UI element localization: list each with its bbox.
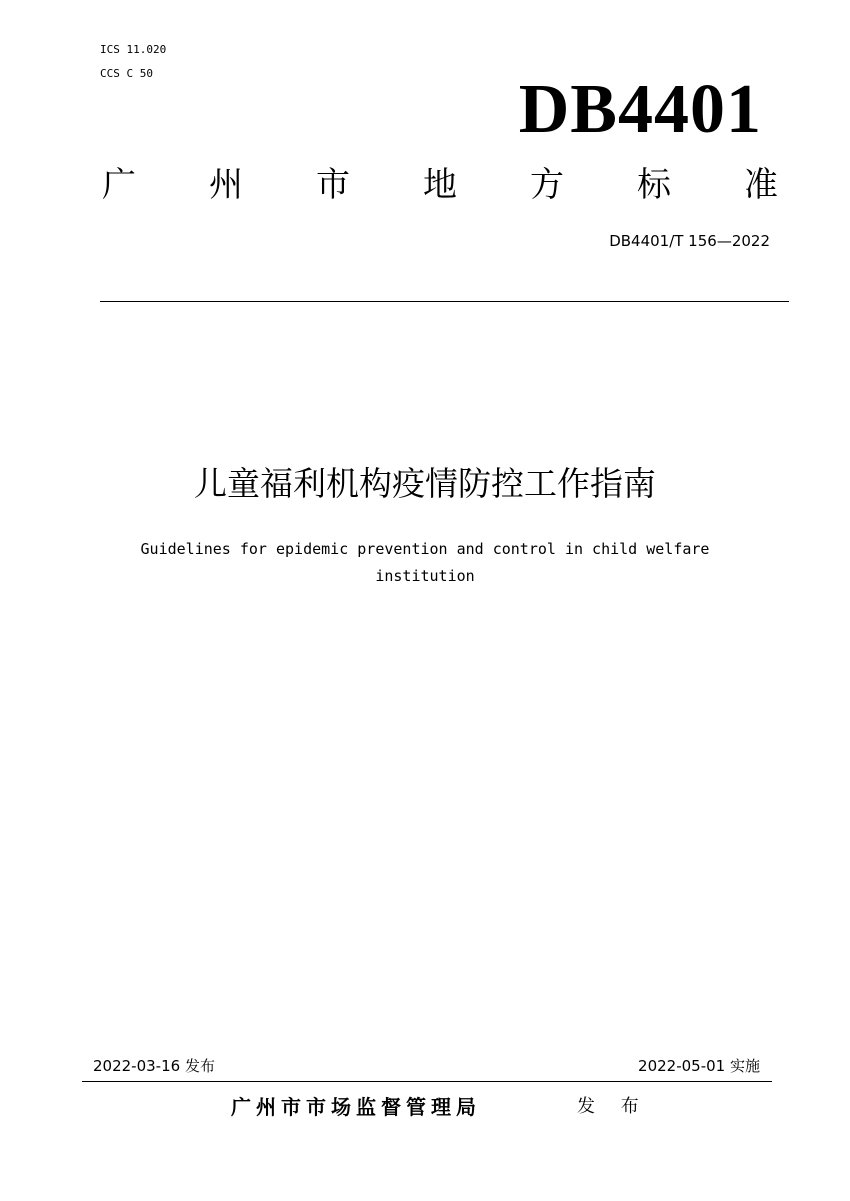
standard-type-char: 州 [209, 165, 243, 205]
ccs-code: CCS C 50 [100, 67, 153, 80]
standard-code-logo: DB4401 [518, 71, 762, 148]
document-title-en [60, 536, 790, 590]
standard-type-char: 广 [102, 165, 136, 205]
standard-type [102, 163, 778, 207]
top-divider [100, 301, 789, 302]
document-title-zh: 儿童福利机构疫情防控工作指南 [194, 464, 656, 503]
document-title-en-line: institution [375, 567, 475, 585]
ics-code: ICS 11.020 [100, 43, 167, 56]
document-title-en-line: Guidelines for epidemic prevention and control in child welfare [140, 540, 710, 558]
bottom-divider [82, 1081, 772, 1082]
issue-label: 发 布 [577, 1096, 649, 1117]
standard-number: DB4401/T 156—2022 [609, 232, 770, 250]
standard-type-char: 方 [530, 165, 564, 205]
publish-date: 2022-03-16 发布 [93, 1057, 215, 1075]
standard-type-char: 市 [316, 165, 350, 205]
issuing-authority: 广州市市场监督管理局 [231, 1095, 481, 1119]
standard-type-char: 标 [637, 165, 671, 205]
effective-date: 2022-05-01 实施 [638, 1057, 760, 1075]
standard-type-char: 地 [423, 165, 457, 205]
standard-type-char: 准 [744, 165, 778, 205]
